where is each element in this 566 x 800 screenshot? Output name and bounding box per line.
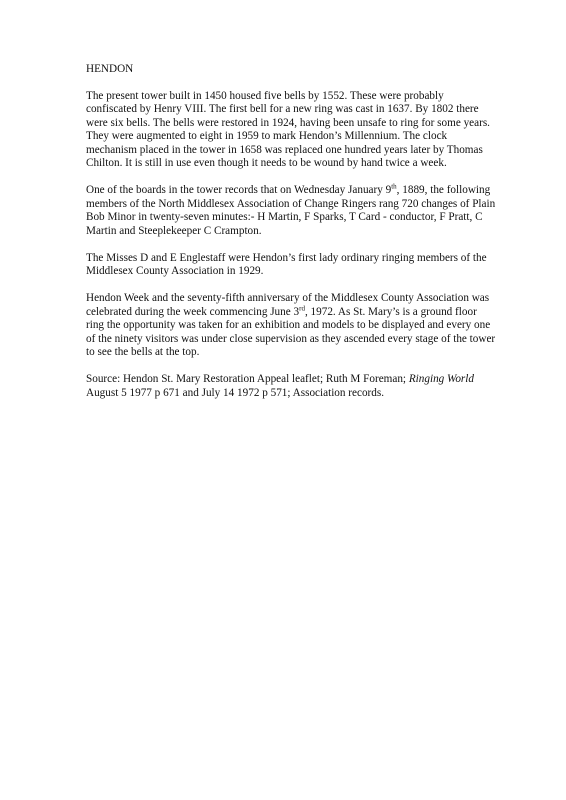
paragraph-text: , 1889, the following members of the North Middlesex Association of Change Ringers rang 720 changes of Plain Bob Minor in twenty-seven minutes:- H Martin, F Sparks, T Card - conductor, F Pratt, C Martin and Steeplekeeper C Crampton.: [86, 184, 496, 237]
publication-title: Ringing World: [408, 373, 474, 385]
paragraph-text: Source: Hendon St. Mary Restoration Appeal leaflet; Ruth M Foreman;: [86, 373, 409, 385]
paragraph-text: Hendon Week and the seventy-fifth anniversary of the Middlesex County Association was celebrated during the week commencing June 3: [86, 292, 490, 318]
paragraph-text: , 1972. As St. Mary’s is a ground floor ring the opportunity was taken for an exhibition and models to be displayed and every one of the ninety visitors was under close supervision as they ascended every stage of the tower to see the bells at the top.: [86, 305, 496, 358]
document-title: HENDON: [86, 63, 134, 75]
paragraph-text: August 5 1977 p 671 and July 14 1972 p 571; Association records.: [86, 386, 385, 399]
paragraph-hendon-week: [86, 292, 496, 360]
paragraph-tower-history: The present tower built in 1450 housed five bells by 1552. These were probably confiscated by Henry VIII. The first bell for a new ring was cast in 1637. By 1802 there were six bells. The bells were restored in 1924, having been unsafe to ring for some years. They were augmented to eight in 1959 to mark Hendon’s Millennium. The clock mechanism placed in the tower in 1658 was replaced one hundred years later by Thomas Chilton. It is still in use even though it needs to be wound by hand twice a week.: [86, 89, 490, 169]
paragraph-sources: [86, 373, 496, 400]
ordinal-suffix: rd: [299, 303, 305, 312]
document-body: [86, 63, 496, 414]
paragraph-lady-ringers: The Misses D and E Englestaff were Hendon’s first lady ordinary ringing members of the Middlesex County Association in 1929.: [86, 251, 487, 277]
paragraph-text: One of the boards in the tower records that on Wednesday January 9: [86, 184, 392, 196]
paragraph-tower-board: [86, 184, 496, 238]
ordinal-suffix: th: [391, 182, 397, 191]
